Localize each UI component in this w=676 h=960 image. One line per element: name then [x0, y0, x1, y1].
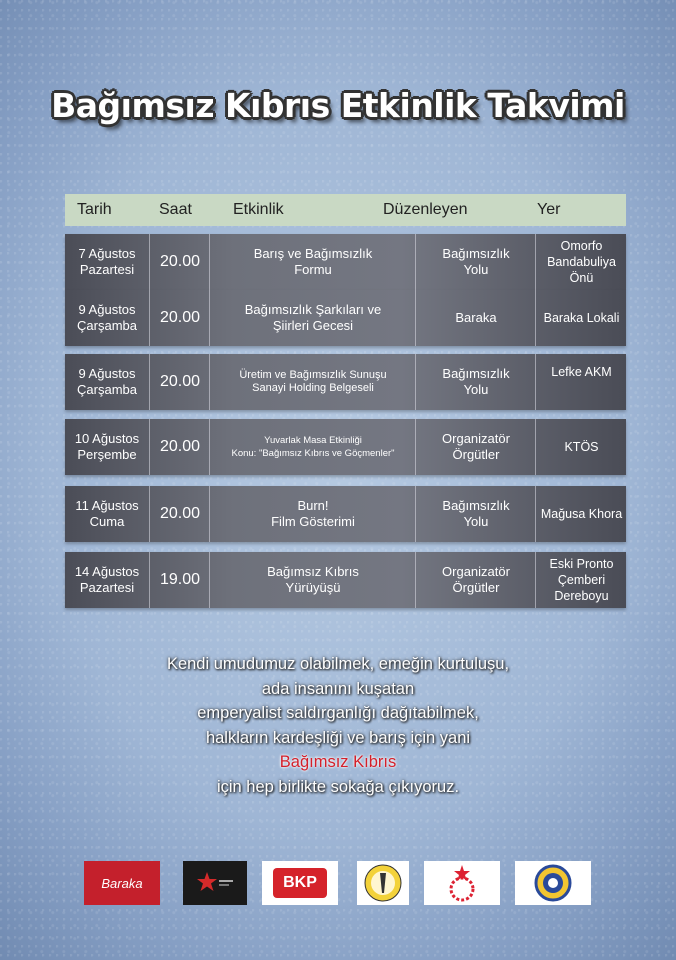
star-org-logo	[183, 861, 247, 905]
slogan-line: halkların kardeşliği ve barış için yani	[205, 728, 471, 747]
table-row	[65, 354, 626, 410]
row-organizer: Bağımsızlık Yolu	[415, 486, 536, 542]
emblem-icon	[363, 863, 403, 903]
row-place: Baraka Lokali	[535, 290, 627, 346]
slogan-line: Kendi umudumuz olabilmek, emeğin kurtuluşu,	[166, 655, 510, 673]
row-time: 19.00	[149, 552, 210, 608]
row-event: Burn! Film Gösterimi	[209, 486, 416, 542]
row-organizer: Organizatör Örgütler	[415, 419, 536, 475]
table-row	[65, 552, 626, 608]
row-event: Bağımsız Kıbrıs Yürüyüşü	[209, 552, 416, 608]
row-place: KTÖS	[535, 419, 627, 475]
gear-star-logo	[424, 861, 500, 905]
row-event: Üretim ve Bağımsızlık Sunuşu Sanayi Holding Belgeseli	[209, 354, 416, 410]
circle-emblem-logo	[357, 861, 409, 905]
row-time: 20.00	[149, 354, 210, 410]
table-row	[65, 290, 626, 346]
row-date: 7 Ağustos Pazartesi	[78, 246, 136, 277]
row-event: Barış ve Bağımsızlık Formu	[209, 234, 416, 290]
baraka-logo	[84, 861, 160, 905]
slogan-line: emperyalist saldırganlığı dağıtabilmek,	[197, 704, 479, 722]
row-time: 20.00	[149, 419, 210, 475]
row-place: Eski Pronto Çemberi Dereboyu	[535, 552, 627, 608]
table-row	[65, 234, 626, 290]
row-date: 11 Ağustos Cuma	[75, 498, 139, 529]
slogan-line: için hep birlikte sokağa çıkıyoruz.	[216, 777, 460, 796]
red-star-icon	[195, 868, 235, 898]
row-date: 14 Ağustos Pazartesi	[74, 564, 140, 595]
union-seal-logo	[515, 861, 591, 905]
bkp-logo	[262, 861, 338, 905]
slogan	[0, 652, 676, 799]
header-event: Etkinlik	[233, 201, 284, 218]
row-time: 20.00	[149, 486, 210, 542]
row-place: Lefke AKM	[535, 354, 627, 410]
table-row	[65, 419, 626, 475]
gear-star-icon	[437, 863, 487, 903]
row-event: Bağımsızlık Şarkıları ve Şiirleri Gecesi	[209, 290, 416, 346]
row-date: 10 Ağustos Perşembe	[74, 431, 140, 462]
row-time: 20.00	[149, 290, 210, 346]
header-time: Saat	[159, 201, 192, 218]
slogan-highlight: Bağımsız Kıbrıs	[279, 753, 397, 771]
row-date: 9 Ağustos Çarşamba	[77, 302, 137, 333]
slogan-line: ada insanını kuşatan	[261, 679, 415, 698]
row-place: Omorfo Bandabuliya Önü	[535, 234, 627, 290]
row-organizer: Bağımsızlık Yolu	[415, 234, 536, 290]
table-row	[65, 486, 626, 542]
table-header	[65, 194, 626, 226]
row-time: 20.00	[149, 234, 210, 290]
baraka-logo-text: Baraka	[101, 875, 143, 891]
row-organizer: Baraka	[415, 290, 536, 346]
row-place: Mağusa Khora	[535, 486, 627, 542]
header-organizer: Düzenleyen	[383, 201, 468, 218]
row-event: Yuvarlak Masa Etkinliği Konu: "Bağımsız Kıbrıs ve Göçmenler"	[209, 419, 416, 475]
bkp-logo-text: BKP	[273, 868, 327, 898]
row-organizer: Organizatör Örgütler	[415, 552, 536, 608]
header-place: Yer	[537, 201, 561, 218]
row-organizer: Bağımsızlık Yolu	[415, 354, 536, 410]
header-date: Tarih	[77, 201, 112, 218]
row-date: 9 Ağustos Çarşamba	[77, 366, 137, 397]
seal-icon	[533, 863, 573, 903]
poster-title: Bağımsız Kıbrıs Etkinlik Takvimi	[51, 86, 625, 125]
